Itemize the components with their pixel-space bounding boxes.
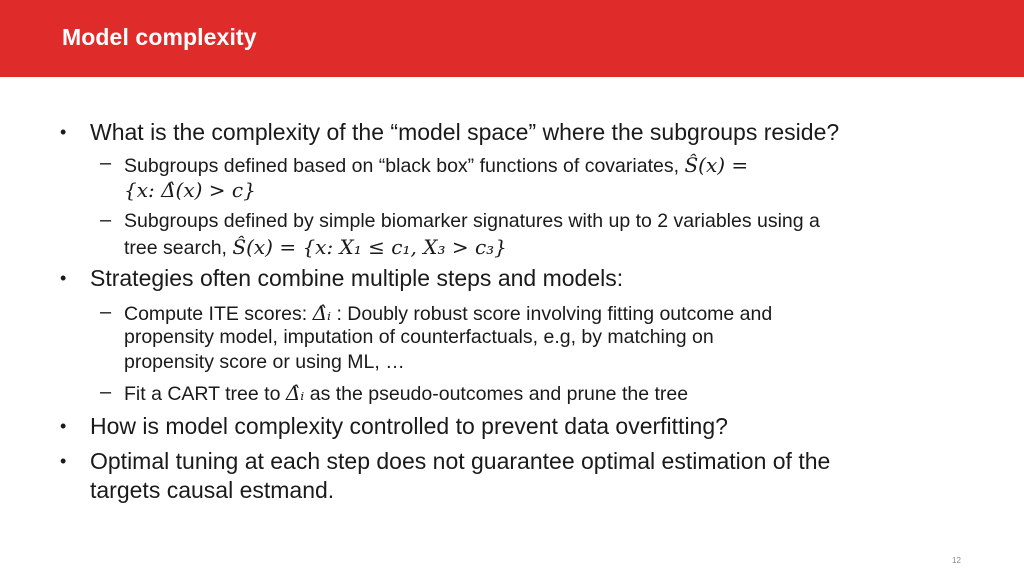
sub-bullet-text <box>124 153 748 178</box>
bullet-icon: • <box>60 416 67 436</box>
page-number: 12 <box>952 556 961 565</box>
math-expression: Δ̂ᵢ <box>312 301 332 325</box>
bullet-icon: • <box>60 451 67 471</box>
bullet-text: Strategies often combine multiple steps and models: <box>90 265 624 291</box>
sub-bullet-text-part: as the pseudo-outcomes and prune the tree <box>309 383 689 405</box>
sub-bullet-text-part: Fit a CART tree to <box>124 383 281 405</box>
bullet-text: Optimal tuning at each step does not guarantee optimal estimation of the <box>90 448 831 474</box>
sub-bullet-text-part: Compute ITE scores: <box>124 303 308 325</box>
sub-bullet-text-part: : Doubly robust score involving fitting outcome and <box>336 303 773 325</box>
math-expression: {x: Δ̂(x) > c} <box>124 178 256 202</box>
bullet-text: What is the complexity of the “model space” where the subgroups reside? <box>90 119 840 145</box>
math-expression: Δ̂ᵢ <box>285 381 305 405</box>
sub-bullet-text <box>124 235 507 260</box>
dash-icon: – <box>100 152 112 174</box>
bullet-text: How is model complexity controlled to prevent data overfitting? <box>90 413 728 439</box>
sub-bullet-text-part: Subgroups defined based on “black box” functions of covariates, <box>124 155 680 177</box>
dash-icon: – <box>100 301 112 323</box>
title-bar <box>0 0 1024 77</box>
dash-icon: – <box>100 381 112 403</box>
slide-title: Model complexity <box>62 24 257 50</box>
sub-bullet-text <box>124 301 772 326</box>
sub-bullet-text: propensity score or using ML, … <box>124 351 405 373</box>
sub-bullet-text: Subgroups defined by simple biomarker signatures with up to 2 variables using a <box>124 210 820 232</box>
sub-bullet-text-part: tree search, <box>124 237 227 259</box>
math-expression: Ŝ(x) = {x: X₁ ≤ c₁, X₃ > c₃} <box>232 235 507 259</box>
sub-bullet-text <box>124 381 688 406</box>
bullet-icon: • <box>60 122 67 142</box>
bullet-text: targets causal estmand. <box>90 477 335 503</box>
math-expression: Ŝ(x) = <box>684 153 749 177</box>
dash-icon: – <box>100 209 112 231</box>
sub-bullet-text: propensity model, imputation of counterfactuals, e.g, by matching on <box>124 326 714 348</box>
bullet-icon: • <box>60 268 67 288</box>
